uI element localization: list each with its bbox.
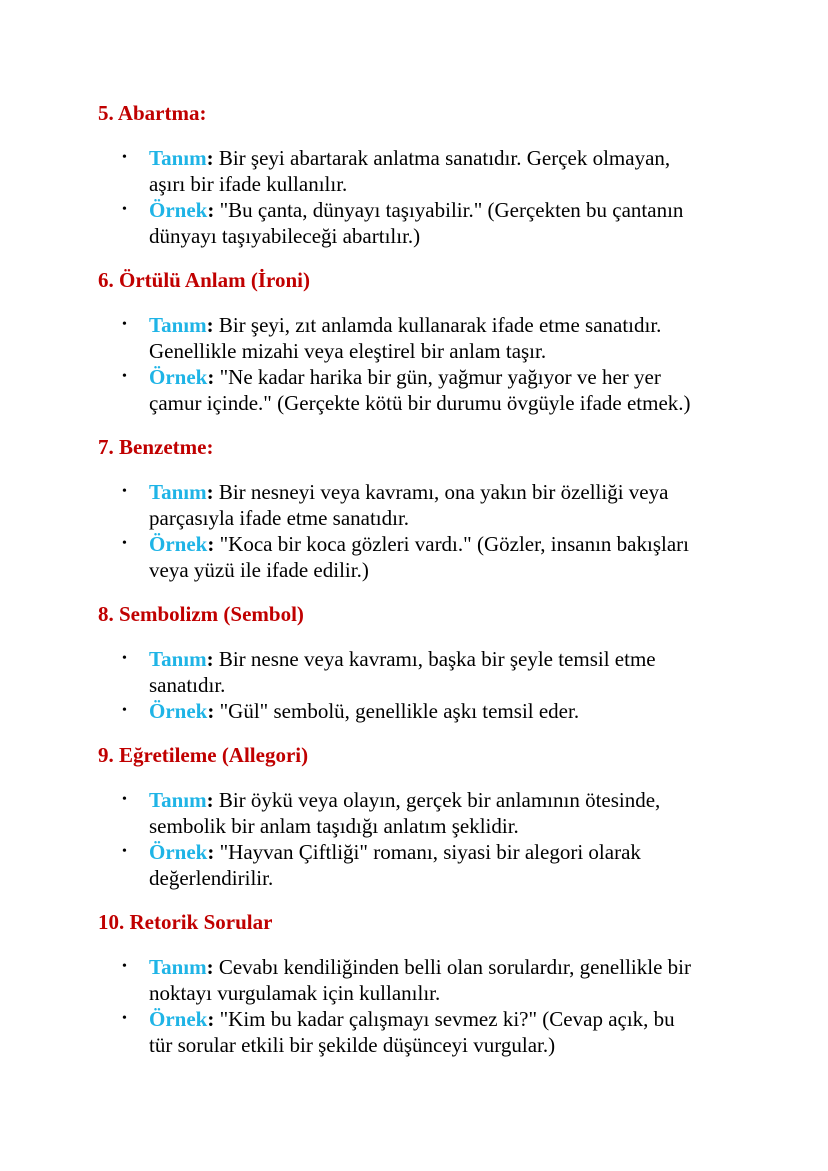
item-text xyxy=(149,364,749,416)
text-line xyxy=(149,197,749,223)
line-text: Bir şeyi, zıt anlamda kullanarak ifade etme sanatıdır. xyxy=(218,313,662,337)
text-line xyxy=(149,787,749,813)
text-line xyxy=(149,531,749,557)
line-text: "Gül" sembolü, genellikle aşkı temsil eder. xyxy=(219,699,580,723)
item-text xyxy=(149,479,749,531)
item-text xyxy=(149,954,749,1006)
label-colon: : xyxy=(206,647,219,671)
line-text: "Bu çanta, dünyayı taşıyabilir." (Gerçekten bu çantanın xyxy=(219,198,684,222)
label-colon: : xyxy=(207,365,220,389)
bullet-icon: • xyxy=(122,369,127,384)
item-label: Tanım xyxy=(149,480,207,504)
item-text xyxy=(149,787,749,839)
bullet-icon: • xyxy=(122,536,127,551)
text-line xyxy=(149,698,749,724)
label-colon: : xyxy=(206,955,219,979)
item-label: Örnek xyxy=(149,198,208,222)
text-line xyxy=(149,813,749,839)
label-colon: : xyxy=(206,313,219,337)
item-label: Örnek xyxy=(149,1007,208,1031)
label-colon: : xyxy=(207,198,220,222)
line-text: sembolik bir anlam taşıdığı anlatım şeklidir. xyxy=(149,814,519,838)
text-line xyxy=(149,479,749,505)
text-line xyxy=(149,312,749,338)
item-text xyxy=(149,531,749,583)
label-colon: : xyxy=(206,788,219,812)
line-text: "Hayvan Çiftliği" romanı, siyasi bir alegori olarak xyxy=(219,840,641,864)
label-colon: : xyxy=(207,1007,220,1031)
item-label: Örnek xyxy=(149,840,208,864)
line-text: Cevabı kendiliğinden belli olan sorulardır, genellikle bir xyxy=(218,955,691,979)
label-colon: : xyxy=(206,146,219,170)
label-colon: : xyxy=(207,840,220,864)
section-heading: 7. Benzetme: xyxy=(98,435,214,459)
item-label: Tanım xyxy=(149,647,207,671)
text-line xyxy=(149,364,749,390)
text-line xyxy=(149,223,749,249)
text-line xyxy=(149,557,749,583)
text-line xyxy=(149,145,749,171)
line-text: çamur içinde." (Gerçekte kötü bir durumu övgüyle ifade etmek.) xyxy=(149,391,691,415)
text-line xyxy=(149,865,749,891)
item-label: Örnek xyxy=(149,532,208,556)
section-heading: 8. Sembolizm (Sembol) xyxy=(98,602,304,626)
bullet-icon: • xyxy=(122,202,127,217)
item-text xyxy=(149,145,749,197)
line-text: Bir nesne veya kavramı, başka bir şeyle temsil etme xyxy=(218,647,656,671)
line-text: noktayı vurgulamak için kullanılır. xyxy=(149,981,441,1005)
line-text: değerlendirilir. xyxy=(149,866,274,890)
item-label: Örnek xyxy=(149,699,208,723)
bullet-icon: • xyxy=(122,484,127,499)
line-text: Bir şeyi abartarak anlatma sanatıdır. Gerçek olmayan, xyxy=(218,146,671,170)
text-line xyxy=(149,954,749,980)
line-text: Genellikle mizahi veya eleştirel bir anlam taşır. xyxy=(149,339,547,363)
line-text: Bir öykü veya olayın, gerçek bir anlamının ötesinde, xyxy=(218,788,661,812)
text-line xyxy=(149,390,749,416)
bullet-icon: • xyxy=(122,844,127,859)
item-label: Tanım xyxy=(149,146,207,170)
text-line xyxy=(149,839,749,865)
text-line xyxy=(149,171,749,197)
item-text xyxy=(149,839,749,891)
item-label: Tanım xyxy=(149,313,207,337)
item-text xyxy=(149,698,749,724)
bullet-icon: • xyxy=(122,792,127,807)
section-heading: 9. Eğretileme (Allegori) xyxy=(98,743,309,767)
item-text xyxy=(149,312,749,364)
text-line xyxy=(149,672,749,698)
bullet-icon: • xyxy=(122,317,127,332)
bullet-icon: • xyxy=(122,1011,127,1026)
item-text xyxy=(149,646,749,698)
section-heading: 6. Örtülü Anlam (İroni) xyxy=(98,268,310,292)
line-text: "Kim bu kadar çalışmayı sevmez ki?" (Cevap açık, bu xyxy=(219,1007,675,1031)
text-line xyxy=(149,1032,749,1058)
bullet-icon: • xyxy=(122,959,127,974)
line-text: Bir nesneyi veya kavramı, ona yakın bir özelliği veya xyxy=(218,480,669,504)
text-line xyxy=(149,338,749,364)
line-text: veya yüzü ile ifade edilir.) xyxy=(149,558,369,582)
section-heading: 5. Abartma: xyxy=(98,101,207,125)
item-label: Tanım xyxy=(149,788,207,812)
label-colon: : xyxy=(207,532,220,556)
item-text xyxy=(149,1006,749,1058)
item-text xyxy=(149,197,749,249)
label-colon: : xyxy=(206,480,219,504)
line-text: aşırı bir ifade kullanılır. xyxy=(149,172,348,196)
item-label: Örnek xyxy=(149,365,208,389)
section-heading: 10. Retorik Sorular xyxy=(98,910,273,934)
line-text: tür sorular etkili bir şekilde düşünceyi vurgular.) xyxy=(149,1033,556,1057)
line-text: "Ne kadar harika bir gün, yağmur yağıyor ve her yer xyxy=(219,365,661,389)
bullet-icon: • xyxy=(122,150,127,165)
text-line xyxy=(149,980,749,1006)
text-line xyxy=(149,505,749,531)
text-line xyxy=(149,1006,749,1032)
line-text: parçasıyla ifade etme sanatıdır. xyxy=(149,506,410,530)
text-line xyxy=(149,646,749,672)
line-text: sanatıdır. xyxy=(149,673,226,697)
line-text: "Koca bir koca gözleri vardı." (Gözler, insanın bakışları xyxy=(219,532,689,556)
label-colon: : xyxy=(207,699,220,723)
line-text: dünyayı taşıyabileceği abartılır.) xyxy=(149,224,421,248)
item-label: Tanım xyxy=(149,955,207,979)
bullet-icon: • xyxy=(122,651,127,666)
bullet-icon: • xyxy=(122,703,127,718)
